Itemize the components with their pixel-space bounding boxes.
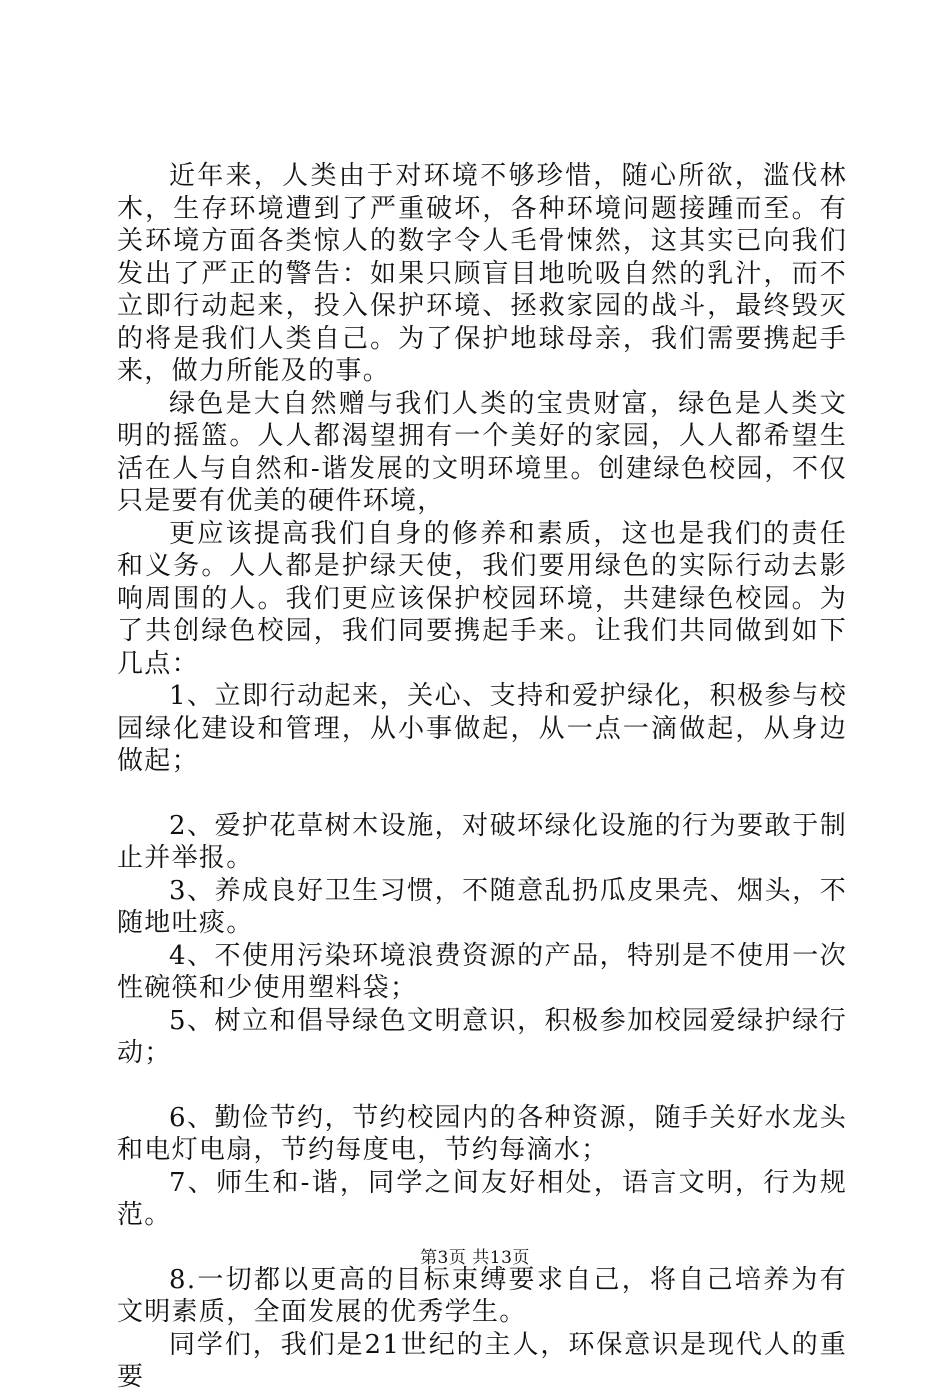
list-item-4: 4、不使用污染环境浪费资源的产品，特别是不使用一次性碗筷和少使用塑料袋； — [117, 940, 847, 1003]
page-number-footer: 第3页 共13页 — [420, 1248, 530, 1268]
list-item-7: 7、师生和-谐，同学之间友好相处，语言文明，行为规范。 — [117, 1167, 847, 1230]
list-item-1: 1、立即行动起来，关心、支持和爱护绿化，积极参与校园绿化建设和管理，从小事做起，从一点一滴做起，从身边做起； — [117, 681, 847, 776]
list-item-5: 5、树立和倡导绿色文明意识，积极参加校园爱绿护绿行动； — [117, 1005, 847, 1068]
paragraph-self-improvement: 更应该提高我们自身的修养和素质，这也是我们的责任和义务。人人都是护绿天使，我们要用绿色的实际行动去影响周围的人。我们更应该保护校园环境，共建绿色校园。为了共创绿色校园，我们同要携起手来。让我们共同做到如下几点： — [117, 518, 847, 679]
list-item-8: 8.一切都以更高的目标束缚要求自己，将自己培养为有文明素质，全面发展的优秀学生。 — [117, 1264, 847, 1327]
list-item-2: 2、爱护花草树木设施，对破坏绿化设施的行为要敢于制止并举报。 — [117, 810, 847, 873]
paragraph-intro: 近年来，人类由于对环境不够珍惜，随心所欲，滥伐林木，生存环境遭到了严重破坏，各种环境问题接踵而至。有关环境方面各类惊人的数字令人毛骨悚然，这其实已向我们发出了严正的警告：如果只顾盲目地吮吸自然的乳汁，而不立即行动起来，投入保护环境、拯救家园的战斗，最终毁灭的将是我们人类自己。为了保护地球母亲，我们需要携起手来，做力所能及的事。 — [117, 161, 847, 386]
list-item-3: 3、养成良好卫生习惯，不随意乱扔瓜皮果壳、烟头，不随地吐痰。 — [117, 875, 847, 938]
paragraph-closing: 同学们，我们是21世纪的主人，环保意识是现代人的重要 — [117, 1329, 847, 1392]
paragraph-green-wealth: 绿色是大自然赠与我们人类的宝贵财富，绿色是人类文明的摇篮。人人都渴望拥有一个美好的家园，人人都希望生活在人与自然和-谐发展的文明环境里。创建绿色校园，不仅只是要有优美的硬件环境， — [117, 388, 847, 516]
document-body — [117, 160, 847, 1394]
list-item-6: 6、勤俭节约，节约校园内的各种资源，随手关好水龙头和电灯电扇，节约每度电，节约每滴水； — [117, 1102, 847, 1165]
